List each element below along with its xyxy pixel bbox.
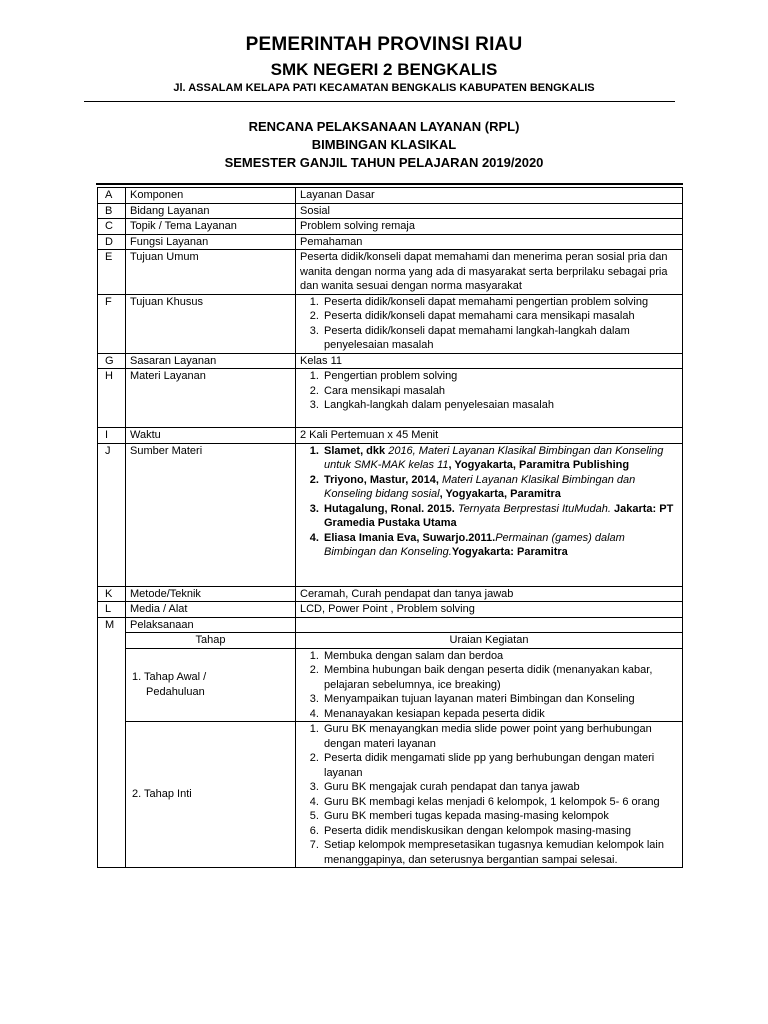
stage-awal-label [126, 648, 296, 722]
table-row [98, 428, 683, 444]
source-author: Eliasa Imania Eva, Suwarjo.2011. [324, 531, 496, 544]
row-label: Sasaran Layanan [126, 353, 296, 369]
source-publisher: , Yogyakarta, Paramitra Publishing [448, 459, 630, 471]
row-value [296, 617, 683, 633]
row-label: Komponen [126, 188, 296, 204]
table-row [98, 203, 683, 219]
column-header-tahap: Tahap [126, 633, 296, 649]
header-school: SMK NEGERI 2 BENGKALIS [270, 60, 498, 79]
table-row [98, 353, 683, 369]
row-value [296, 294, 683, 353]
row-value: Problem solving remaja [296, 219, 683, 235]
source-publisher: , Yogyakarta, Paramitra [439, 488, 561, 500]
table-row [98, 369, 683, 428]
row-label: Tujuan Khusus [126, 294, 296, 353]
source-title: Permainan (games) dalam Bimbingan dan Konseling. [324, 531, 625, 558]
row-value [296, 443, 683, 586]
list-item: 3. Peserta didik/konseli dapat memahami langkah-langkah dalam penyelesaian masalah [322, 324, 679, 353]
list-item: 1. Pengertian problem solving [322, 369, 679, 384]
list-item: 3. Langkah-langkah dalam penyelesaian masalah [322, 398, 679, 413]
table-top-rule [96, 183, 683, 185]
source-author: Hutagalung, Ronal. 2015. [324, 502, 458, 515]
objectives-list [300, 295, 679, 353]
activities-list [300, 649, 679, 722]
table-row [98, 219, 683, 235]
table-row [98, 250, 683, 295]
row-value: Kelas 11 [296, 353, 683, 369]
source-title: Ternyata Berprestasi ItuMudah. [457, 502, 611, 515]
row-letter: M [98, 617, 126, 868]
list-item: 4. Guru BK membagi kelas menjadi 6 kelompok, 1 kelompok 5- 6 orang [322, 795, 679, 810]
doc-title: RENCANA PELAKSANAAN LAYANAN (RPL) [248, 119, 520, 134]
row-label: Media / Alat [126, 602, 296, 618]
column-header-uraian: Uraian Kegiatan [296, 633, 683, 649]
stage-inti-activities [296, 722, 683, 868]
source-author: Slamet, dkk [324, 444, 389, 457]
table-row [98, 633, 683, 649]
rpl-table [97, 187, 683, 868]
list-item: 6. Peserta didik mendiskusikan dengan kelompok masing-masing [322, 824, 679, 839]
stage-awal-subtitle: Pedahuluan [146, 685, 205, 698]
list-item: 1. Guru BK menayangkan media slide power point yang berhubungan dengan materi layanan [322, 722, 679, 751]
row-letter: H [98, 369, 126, 428]
row-letter: D [98, 234, 126, 250]
row-letter: C [98, 219, 126, 235]
row-label: Fungsi Layanan [126, 234, 296, 250]
row-label: Bidang Layanan [126, 203, 296, 219]
row-label: Tujuan Umum [126, 250, 296, 295]
row-value: 2 Kali Pertemuan x 45 Menit [296, 428, 683, 444]
table-row [98, 602, 683, 618]
row-value: Pemahaman [296, 234, 683, 250]
stage-awal-title: 1. Tahap Awal / [132, 671, 207, 684]
list-item: 3. Menyampaikan tujuan layanan materi Bimbingan dan Konseling [322, 692, 679, 707]
row-label: Metode/Teknik [126, 586, 296, 602]
row-value: Sosial [296, 203, 683, 219]
row-label: Waktu [126, 428, 296, 444]
row-value [296, 369, 683, 428]
row-letter: E [98, 250, 126, 295]
table-row [98, 294, 683, 353]
row-label: Pelaksanaan [126, 617, 296, 633]
header-government: PEMERINTAH PROVINSI RIAU [245, 34, 523, 55]
row-letter: L [98, 602, 126, 618]
table-row [98, 188, 683, 204]
row-letter: J [98, 443, 126, 586]
row-label: Materi Layanan [126, 369, 296, 428]
table-row [98, 443, 683, 586]
materials-list [300, 369, 679, 413]
header-divider [84, 101, 675, 102]
row-label: Topik / Tema Layanan [126, 219, 296, 235]
list-item: 7. Setiap kelompok mempresetasikan tugasnya kemudian kelompok lain menanggapinya, dan seterusnya bergantian sampai selesai. [322, 838, 679, 867]
doc-semester: SEMESTER GANJIL TAHUN PELAJARAN 2019/2020 [224, 155, 544, 170]
list-item: 2. Cara mensikapi masalah [322, 384, 679, 399]
source-title: 2016, Materi Layanan Klasikal Bimbingan dan Konseling untuk SMK-MAK kelas 11 [324, 444, 664, 471]
list-item: 2. Peserta didik mengamati slide pp yang berhubungan dengan materi layanan [322, 751, 679, 780]
row-letter: B [98, 203, 126, 219]
list-item: 5. Guru BK memberi tugas kepada masing-masing kelompok [322, 809, 679, 824]
list-item: 1. Peserta didik/konseli dapat memahami pengertian problem solving [322, 295, 679, 310]
stage-inti-label: 2. Tahap Inti [126, 722, 296, 868]
list-item: 3. Guru BK mengajak curah pendapat dan tanya jawab [322, 780, 679, 795]
row-value: Layanan Dasar [296, 188, 683, 204]
stage-awal-activities [296, 648, 683, 722]
row-letter: F [98, 294, 126, 353]
table-row [98, 648, 683, 722]
sources-list [300, 444, 679, 560]
source-title: Materi Layanan Klasikal Bimbingan dan Konseling bidang sosial [324, 473, 636, 500]
doc-subtitle: BIMBINGAN KLASIKAL [311, 137, 457, 152]
row-letter: I [98, 428, 126, 444]
row-value: Ceramah, Curah pendapat dan tanya jawab [296, 586, 683, 602]
row-letter: A [98, 188, 126, 204]
source-publisher: Yogyakarta: Paramitra [451, 546, 568, 558]
row-label: Sumber Materi [126, 443, 296, 586]
table-row [98, 586, 683, 602]
row-value: Peserta didik/konseli dapat memahami dan menerima peran sosial pria dan wanita dengan norma yang ada di masyarakat serta berprilaku sebagai pria dan wanita sesuai dengan norma masyarakat [296, 250, 683, 295]
list-item: 1. Membuka dengan salam dan berdoa [322, 649, 679, 664]
row-letter: G [98, 353, 126, 369]
table-row [98, 234, 683, 250]
list-item: 2. Peserta didik/konseli dapat memahami cara mensikapi masalah [322, 309, 679, 324]
source-publisher: Jakarta: PT Gramedia Pustaka Utama [324, 502, 674, 529]
list-item [322, 473, 679, 502]
activities-list [300, 722, 679, 867]
list-item [322, 531, 679, 560]
list-item [322, 502, 679, 531]
source-author: Triyono, Mastur, 2014, [324, 473, 442, 486]
row-value: LCD, Power Point , Problem solving [296, 602, 683, 618]
header-address: Jl. ASSALAM KELAPA PATI KECAMATAN BENGKALIS KABUPATEN BENGKALIS [173, 82, 595, 94]
list-item [322, 444, 679, 473]
list-item: 2. Membina hubungan baik dengan peserta didik (menanyakan kabar, pelajaran sebelumnya, ice breaking) [322, 663, 679, 692]
row-letter: K [98, 586, 126, 602]
table-row [98, 617, 683, 633]
list-item: 4. Menanayakan kesiapan kepada peserta didik [322, 707, 679, 722]
table-row [98, 722, 683, 868]
